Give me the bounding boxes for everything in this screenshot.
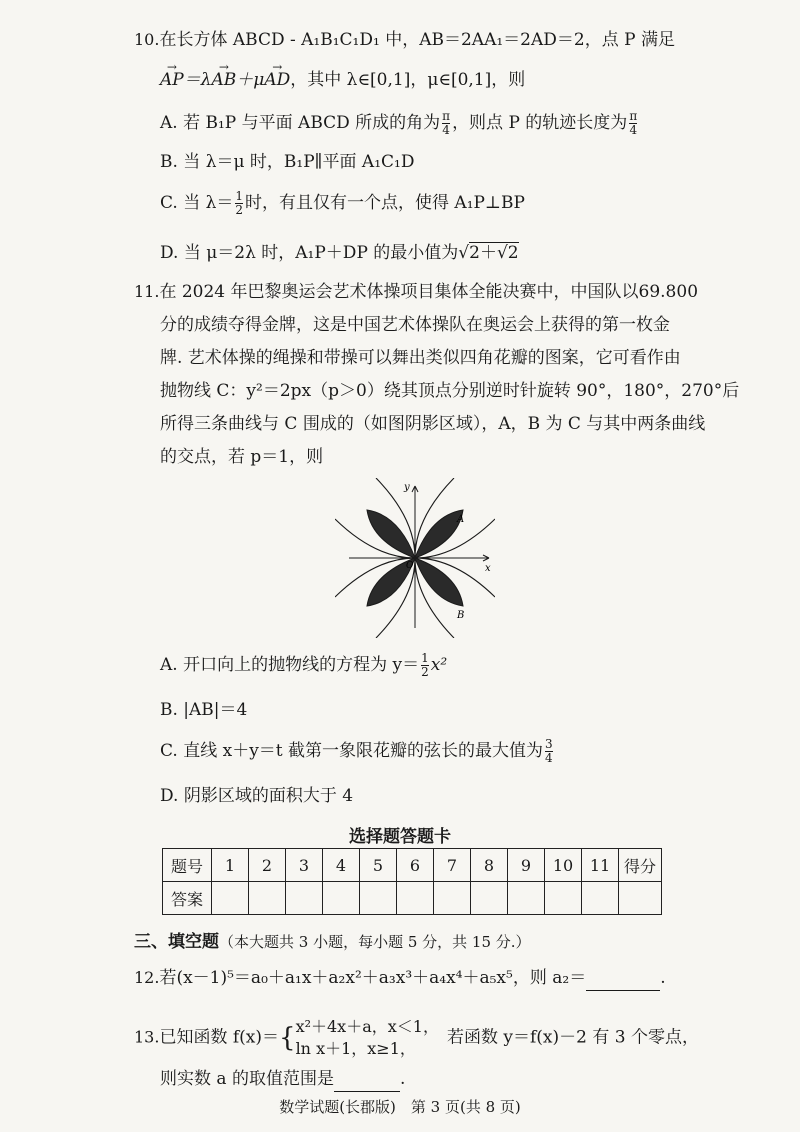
q11-option-c-pre: C. 直线 x＋y＝t 截第一象限花瓣的弦长的最大值为 [160, 741, 544, 761]
q12-text: 若(x－1)⁵＝a₀＋a₁x＋a₂x²＋a₃x³＋a₄x⁴＋a₅x⁵，则 a₂＝ [159, 968, 587, 988]
page-footer: 数学试题(长郡版) 第 3 页(共 8 页) [279, 1098, 521, 1116]
answer-card-col-7: 7 [434, 849, 471, 882]
answer-card-header-row [163, 849, 662, 882]
answer-cell-9[interactable] [508, 882, 545, 915]
q13-pre: 已知函数 f(x)＝ [159, 1027, 280, 1048]
score-cell[interactable] [619, 882, 662, 915]
q11-option-a-post: x² [430, 655, 448, 675]
answer-card-answer-row [163, 882, 662, 915]
q10-vector-equation: → AP＝λ→ AB＋μ→ AD [160, 70, 290, 90]
frac-num: π [442, 109, 451, 123]
q12-line [134, 966, 666, 991]
frac-num: 1 [235, 189, 244, 203]
q12-end: . [660, 968, 666, 988]
answer-cell-5[interactable] [360, 882, 397, 915]
q10-stem-line1 [134, 28, 675, 52]
q11-option-b: B. |AB|＝4 [160, 700, 248, 720]
petal-fourth-quadrant [415, 558, 463, 606]
answer-card-score-label: 得分 [619, 849, 662, 882]
answer-card-col-8: 8 [471, 849, 508, 882]
answer-cell-4[interactable] [323, 882, 360, 915]
q10-stem2-tail: ，其中 λ∈[0,1]，μ∈[0,1]，则 [290, 70, 526, 90]
answer-card-col-9: 9 [508, 849, 545, 882]
q11-line2: 分的成绩夺得金牌，这是中国艺术体操队在奥运会上获得的第一枚金 [160, 315, 670, 335]
q12-answer-blank[interactable] [586, 966, 660, 991]
section3-title: 三、填空题 [134, 932, 219, 952]
q11-line1 [134, 280, 698, 304]
frac-num: 3 [545, 737, 553, 751]
answer-cell-10[interactable] [545, 882, 582, 915]
q10-stem1: 在长方体 ABCD - A₁B₁C₁D₁ 中，AB＝2AA₁＝2AD＝2，点 P 满足 [159, 30, 675, 50]
q10-option-c-post: 时，有且仅有一个点，使得 A₁P⊥BP [245, 193, 525, 213]
q13-line1 [134, 1015, 699, 1061]
petal-first-quadrant [415, 510, 463, 558]
q10-option-a [160, 110, 639, 137]
sqrt-radicand: 2＋√2 [469, 243, 519, 263]
fraction-3-over-4 [545, 738, 553, 765]
answer-cell-8[interactable] [471, 882, 508, 915]
frac-den: 4 [545, 751, 553, 765]
fraction-1-over-2 [235, 190, 243, 217]
q11-option-d: D. 阴影区域的面积大于 4 [160, 786, 354, 806]
answer-cell-11[interactable] [582, 882, 619, 915]
y-axis-label: y [404, 482, 410, 493]
q11-number: 11. [134, 282, 160, 301]
answer-card-row2-label: 答案 [163, 882, 212, 915]
q13-case2: ln x＋1，x≥1， [295, 1039, 416, 1058]
answer-cell-1[interactable] [212, 882, 249, 915]
answer-cell-2[interactable] [249, 882, 286, 915]
piecewise-brace-icon: { [279, 1023, 296, 1053]
answer-card-table [162, 848, 662, 915]
answer-card-col-1: 1 [212, 849, 249, 882]
answer-card-col-5: 5 [360, 849, 397, 882]
q10-number: 10. [134, 30, 160, 49]
q10-option-a-pre: A. 若 B₁P 与平面 ABCD 所成的角为 [160, 113, 441, 133]
answer-card-row1-label: 题号 [163, 849, 212, 882]
answer-cell-6[interactable] [397, 882, 434, 915]
answer-card-col-2: 2 [249, 849, 286, 882]
q12-number: 12. [134, 968, 160, 987]
answer-card-col-11: 11 [582, 849, 619, 882]
q13-line2 [160, 1067, 405, 1092]
frac-den: 2 [235, 203, 244, 217]
answer-card-col-4: 4 [323, 849, 360, 882]
answer-card-col-10: 10 [545, 849, 582, 882]
section3-heading [134, 930, 531, 954]
q13-answer-blank[interactable] [334, 1067, 400, 1092]
point-a-label: A [457, 514, 465, 525]
q11-petal-figure [335, 478, 495, 638]
q10-option-c-pre: C. 当 λ＝ [160, 193, 234, 213]
q10-stem-line2 [160, 68, 525, 92]
q11-line6: 的交点，若 p＝1，则 [160, 447, 324, 467]
q13-number: 13. [134, 1027, 160, 1047]
section3-note: （本大题共 3 小题，每小题 5 分，共 15 分.） [219, 933, 531, 951]
frac-num: π [629, 109, 638, 123]
q10-option-a-mid: ，则点 P 的轨迹长度为 [452, 113, 628, 133]
q11-line5: 所得三条曲线与 C 围成的（如图阴影区域），A，B 为 C 与其中两条曲线 [160, 414, 706, 434]
petal-second-quadrant [367, 510, 415, 558]
point-b-label: B [457, 610, 465, 621]
frac-num: 1 [421, 651, 429, 665]
origin-label: O [406, 561, 414, 571]
q11-option-a-pre: A. 开口向上的抛物线的方程为 y＝ [160, 655, 420, 675]
q11-option-a [160, 652, 447, 679]
q10-option-b: B. 当 λ＝μ 时，B₁P∥平面 A₁C₁D [160, 152, 415, 172]
q11-line4: 抛物线 C：y²＝2px（p＞0）绕其顶点分别逆时针旋转 90°，180°，270°后 [160, 381, 740, 401]
fraction-pi-over-4 [629, 110, 637, 137]
sqrt-expression: √2＋√2 [458, 243, 519, 263]
q13-case1: x²＋4x＋a，x＜1， [295, 1017, 439, 1036]
q13-end: . [399, 1069, 406, 1089]
q10-option-c [160, 190, 525, 217]
frac-den: 2 [421, 665, 429, 679]
fraction-pi-over-4 [442, 110, 450, 137]
q10-option-d-pre: D. 当 μ＝2λ 时，A₁P＋DP 的最小值为 [160, 243, 459, 263]
q10-option-d [160, 241, 519, 265]
q13-line2-text: 则实数 a 的取值范围是 [160, 1069, 334, 1089]
q13-post: 若函数 y＝f(x)－2 有 3 个零点， [446, 1027, 699, 1048]
q11-line3: 牌. 艺术体操的绳操和带操可以舞出类似四角花瓣的图案，它可看作由 [160, 348, 681, 368]
frac-den: 4 [629, 123, 638, 137]
answer-card-title: 选择题答题卡 [349, 827, 451, 847]
answer-cell-3[interactable] [286, 882, 323, 915]
piecewise-cases [296, 1016, 439, 1060]
answer-cell-7[interactable] [434, 882, 471, 915]
frac-den: 4 [442, 123, 450, 137]
answer-card-col-3: 3 [286, 849, 323, 882]
q11-line1-text: 在 2024 年巴黎奥运会艺术体操项目集体全能决赛中，中国队以69.800 [159, 282, 699, 302]
fraction-1-over-2 [421, 652, 429, 679]
answer-card-col-6: 6 [397, 849, 434, 882]
x-axis-label: x [485, 563, 491, 574]
q11-option-c [160, 738, 555, 765]
